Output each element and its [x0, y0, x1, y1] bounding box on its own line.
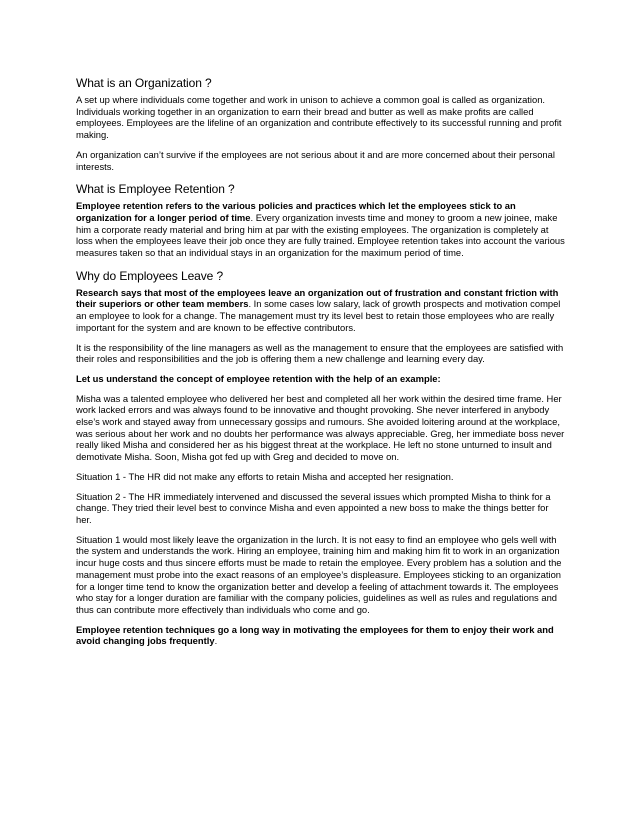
paragraph-misha-story: Misha was a talented employee who delivered her best and completed all her work within the desired time frame. Her work lacked errors and was always found to be innovative and thought provoking. She never interfered in anybody else’s work and stayed away from unnecessary gossips and rumours. She avoided loitering around at the workplace, was serious about her work and no doubts her performance was always appreciable. Greg, her immediate boss never really liked Misha and considered her as his biggest threat at the workplace. He left no stone unturned to insult and demotivate Misha. Soon, Misha got fed up with Greg and decided to move on.: [76, 392, 565, 463]
paragraph-organization-definition: A set up where individuals come together and work in unison to achieve a common goal is called as organization. Individuals working together in an organization to earn their bread and butter as well as make profits are called employees. Employees are the lifeline of an organization and contribute effectively to its successful running and profit making.: [76, 94, 562, 141]
paragraph-situation-2: Situation 2 - The HR immediately intervened and discussed the several issues which prompted Misha to think for a change. They tried their level best to convince Misha and even appointed a new boss to make the things better for her.: [76, 490, 551, 525]
research-says-bold: Research says that most of the employees leave an organization out of frustration and constant friction with their superiors or other team members: [76, 286, 559, 310]
paragraph-retention-conclusion: [76, 624, 566, 647]
example-intro-bold: Let us understand the concept of employee retention with the help of an example:: [76, 372, 441, 384]
paragraph-line-managers-responsibility: It is the responsibility of the line managers as well as the management to ensure that the employees are satisfied with their roles and responsibilities and the job is offering them a new challenge and learning every day.: [76, 341, 564, 365]
paragraph-organization-survival: An organization can’t survive if the employees are not serious about it and are more concerned about their personal interests.: [76, 148, 555, 172]
heading-why-employees-leave: Why do Employees Leave ?: [76, 268, 224, 283]
paragraph-situation-analysis: Situation 1 would most likely leave the organization in the lurch. It is not easy to find an employee who gels well with the system and understands the work. Hiring an employee, training him and making him fit to work in an organization incur huge costs and thus sincere efforts must be made to retain the employee. Every problem has a solution and the management must probe into the exact reasons of an employee’s displeasure. Employees sticking to an organization for a longer time tend to know the organization better and develop a feeling of attachment towards it. The employees who stay for a longer duration are familiar with the company policies, guidelines as well as rules and regulations and thus can contribute more effectively than individuals who come and go.: [76, 533, 562, 615]
paragraph-example-intro: [76, 373, 566, 385]
paragraph-research-says: [76, 287, 566, 334]
retention-conclusion-bold: Employee retention techniques go a long way in motivating the employees for them to enjoy their work and avoid changing jobs frequently: [76, 623, 554, 647]
research-says-rest: . In some cases low salary, lack of growth prospects and motivation compel an employee to look for a change. The management must try its level best to retain those employees who are really important for the system and are known to be effective contributors.: [76, 298, 561, 333]
paragraph-situation-1: Situation 1 - The HR did not make any efforts to retain Misha and accepted her resignation.: [76, 470, 454, 482]
heading-what-is-organization: What is an Organization ?: [76, 76, 212, 90]
paragraph-retention-definition: [76, 200, 566, 259]
retention-definition-bold: Employee retention refers to the various policies and practices which let the employees stick to an organization for a longer period of time: [76, 200, 516, 223]
retention-definition-rest: . Every organization invests time and money to groom a new joinee, make him a corporate ready material and bring him at par with the existing employees. The organization is completely at loss when the employees leave their job once they are fully trained. Employee retention takes into account the various measures taken so that an individual stays in an organization for the maximum period of time.: [76, 211, 565, 259]
retention-conclusion-rest: .: [214, 635, 218, 647]
heading-what-is-employee-retention: What is Employee Retention ?: [76, 182, 235, 197]
document-page: [76, 66, 566, 655]
